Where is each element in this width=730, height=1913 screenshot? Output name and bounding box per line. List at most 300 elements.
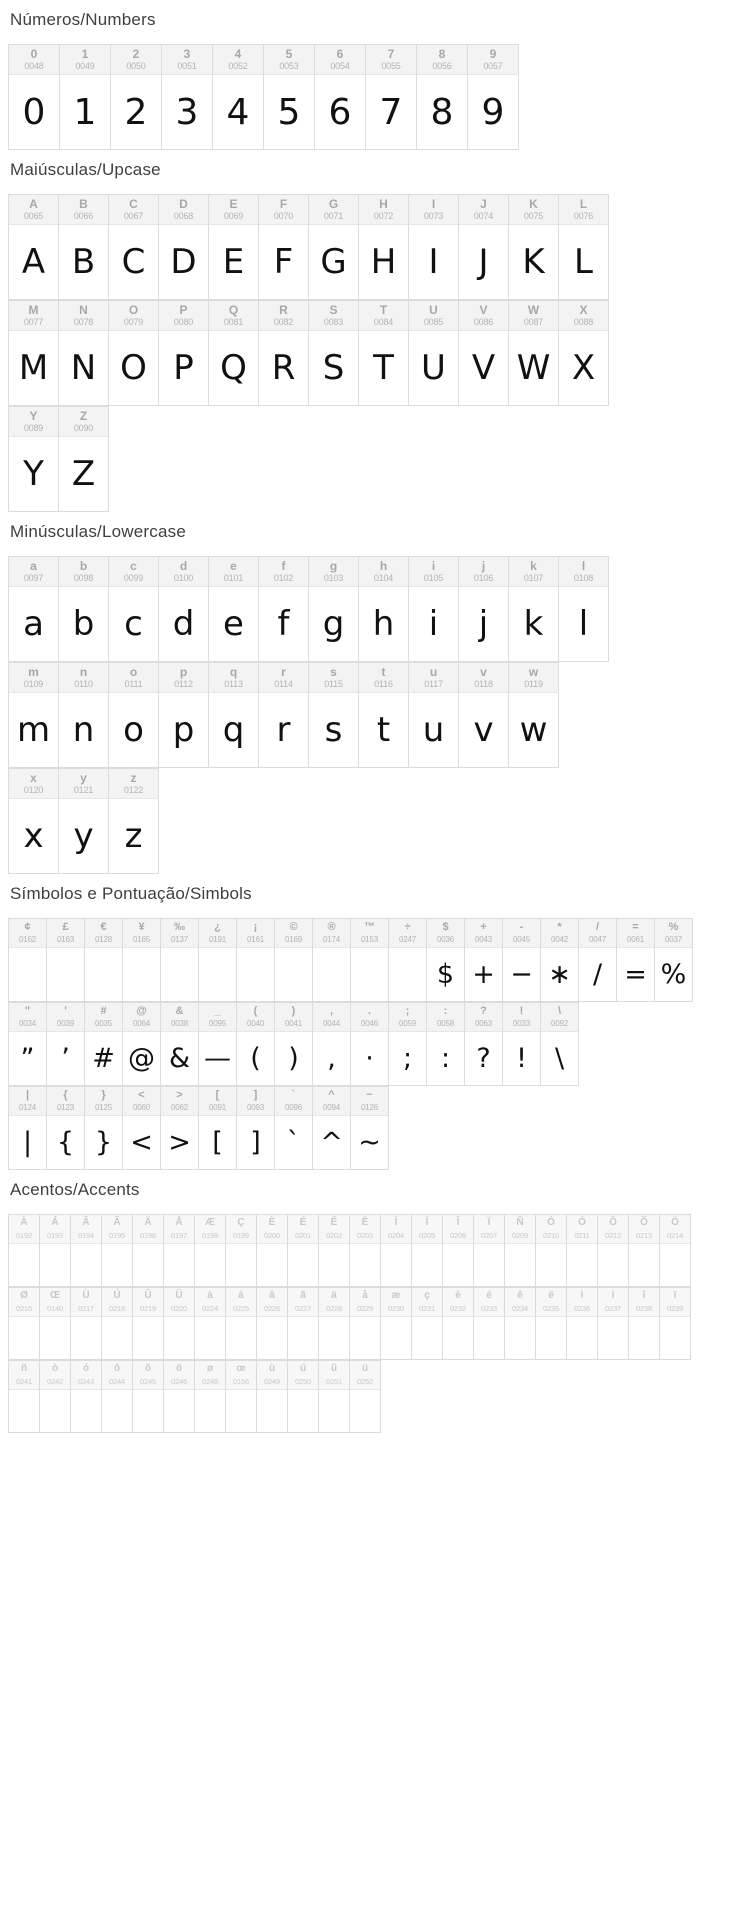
glyph-char-label: é [486, 1290, 492, 1301]
glyph-char-label: ü [361, 1363, 369, 1374]
glyph-cell[interactable] [660, 1215, 691, 1287]
glyph-cell[interactable] [133, 1361, 164, 1433]
glyph-preview [164, 1317, 194, 1359]
glyph-cell[interactable] [505, 1288, 536, 1360]
glyph-code-label: 0114 [274, 679, 293, 689]
glyph-cell[interactable] [199, 1003, 237, 1086]
glyph-preview: ` [275, 1116, 312, 1169]
glyph-rows [8, 918, 722, 1170]
glyph-code-label: 0206 [450, 1231, 466, 1240]
glyph-code-label: 0214 [667, 1231, 683, 1240]
glyph-cell[interactable] [629, 1288, 660, 1360]
glyph-preview: | [9, 1116, 46, 1169]
glyph-cell[interactable] [257, 1215, 288, 1287]
glyph-cell[interactable] [259, 195, 309, 300]
glyph-cell[interactable] [9, 1003, 47, 1086]
glyph-cell[interactable] [351, 1003, 389, 1086]
glyph-cell[interactable] [264, 45, 315, 150]
glyph-cell[interactable] [123, 919, 161, 1002]
glyph-cell[interactable] [350, 1288, 381, 1360]
glyph-cell[interactable] [109, 301, 159, 406]
glyph-cell[interactable] [427, 919, 465, 1002]
glyph-cell[interactable] [123, 1003, 161, 1086]
glyph-cell[interactable] [412, 1215, 443, 1287]
glyph-preview: O [109, 331, 158, 405]
glyph-preview: 9 [468, 75, 518, 149]
glyph-char-label: h [379, 559, 388, 573]
glyph-cell[interactable] [350, 1361, 381, 1433]
glyph-cell[interactable] [162, 45, 213, 150]
glyph-char-label: + [480, 921, 487, 933]
glyph-cell[interactable] [9, 1361, 40, 1433]
glyph-cell[interactable] [559, 301, 609, 406]
glyph-cell[interactable] [102, 1361, 133, 1433]
glyph-cell[interactable] [226, 1288, 257, 1360]
glyph-header [133, 1215, 163, 1244]
glyph-cell[interactable] [199, 1087, 237, 1170]
glyph-cell[interactable] [209, 301, 259, 406]
glyph-header [409, 663, 458, 693]
glyph-cell[interactable] [133, 1215, 164, 1287]
glyph-cell[interactable] [59, 557, 109, 662]
glyph-preview: = [617, 948, 654, 1001]
glyph-cell[interactable] [598, 1288, 629, 1360]
glyph-preview: ” [9, 1032, 46, 1085]
glyph-cell[interactable] [226, 1361, 257, 1433]
glyph-cell[interactable] [359, 301, 409, 406]
glyph-cell[interactable] [288, 1288, 319, 1360]
glyph-cell[interactable] [9, 407, 59, 512]
glyph-cell[interactable] [226, 1215, 257, 1287]
glyph-cell[interactable] [351, 919, 389, 1002]
glyph-preview: ) [275, 1032, 312, 1085]
glyph-cell[interactable] [59, 195, 109, 300]
glyph-cell[interactable] [389, 919, 427, 1002]
glyph-row [8, 556, 609, 662]
glyph-header [199, 1003, 236, 1032]
glyph-preview [350, 1317, 380, 1359]
glyph-cell[interactable] [164, 1215, 195, 1287]
glyph-char-label: I [431, 197, 436, 211]
glyph-cell[interactable] [503, 919, 541, 1002]
section-lower [8, 522, 722, 874]
glyph-cell[interactable] [109, 663, 159, 768]
glyph-cell[interactable] [71, 1288, 102, 1360]
glyph-cell[interactable] [629, 1215, 660, 1287]
glyph-preview: ( [237, 1032, 274, 1085]
glyph-cell[interactable] [259, 557, 309, 662]
glyph-cell[interactable] [509, 301, 559, 406]
glyph-cell[interactable] [309, 195, 359, 300]
glyph-code-label: 0153 [361, 935, 378, 944]
glyph-char-label: l [581, 559, 586, 573]
glyph-cell[interactable] [288, 1361, 319, 1433]
glyph-preview: M [9, 331, 58, 405]
glyph-cell[interactable] [60, 45, 111, 150]
glyph-code-label: 0045 [513, 935, 530, 944]
glyph-cell[interactable] [559, 557, 609, 662]
glyph-preview: C [109, 225, 158, 299]
glyph-code-label: 0072 [373, 211, 394, 221]
glyph-cell[interactable] [459, 301, 509, 406]
glyph-row [8, 194, 609, 300]
glyph-char-label: v [480, 665, 487, 679]
glyph-preview: / [579, 948, 616, 1001]
glyph-preview: A [9, 225, 58, 299]
glyph-cell[interactable] [9, 1288, 40, 1360]
glyph-preview: H [359, 225, 408, 299]
glyph-code-label: 0219 [140, 1304, 156, 1313]
glyph-cell[interactable] [313, 1087, 351, 1170]
glyph-header [195, 1288, 225, 1317]
glyph-code-label: 0057 [483, 61, 503, 71]
glyph-cell[interactable] [47, 1003, 85, 1086]
glyph-cell[interactable] [161, 1087, 199, 1170]
glyph-char-label: ì [580, 1290, 584, 1301]
glyph-char-label: < [138, 1089, 145, 1101]
glyph-code-label: 0161 [247, 935, 264, 944]
glyph-cell[interactable] [161, 1003, 199, 1086]
glyph-header [264, 45, 314, 75]
glyph-header [660, 1215, 690, 1244]
glyph-cell[interactable] [237, 1087, 275, 1170]
glyph-preview: n [59, 693, 108, 767]
glyph-cell[interactable] [9, 919, 47, 1002]
glyph-header [40, 1215, 70, 1244]
glyph-cell[interactable] [541, 1003, 579, 1086]
glyph-code-label: 0112 [174, 679, 193, 689]
glyph-code-label: 0034 [19, 1019, 36, 1028]
glyph-cell[interactable] [509, 663, 559, 768]
glyph-cell[interactable] [567, 1288, 598, 1360]
glyph-cell[interactable] [159, 663, 209, 768]
glyph-header [509, 663, 558, 693]
glyph-cell[interactable] [9, 195, 59, 300]
glyph-cell[interactable] [567, 1215, 598, 1287]
glyph-header [443, 1288, 473, 1317]
glyph-char-label: È [268, 1217, 276, 1228]
glyph-cell[interactable] [237, 1003, 275, 1086]
glyph-preview [102, 1244, 132, 1286]
glyph-cell[interactable] [123, 1087, 161, 1170]
glyph-code-label: 0102 [273, 573, 294, 583]
glyph-cell[interactable] [409, 557, 459, 662]
glyph-header [199, 1087, 236, 1116]
glyph-header [541, 1003, 578, 1032]
glyph-code-label: 0081 [223, 317, 244, 327]
glyph-cell[interactable] [381, 1288, 412, 1360]
glyph-cell[interactable] [159, 301, 209, 406]
glyph-cell[interactable] [9, 769, 59, 874]
glyph-cell[interactable] [315, 45, 366, 150]
glyph-cell[interactable] [409, 663, 459, 768]
glyph-cell[interactable] [209, 557, 259, 662]
glyph-cell[interactable] [359, 663, 409, 768]
glyph-header [111, 45, 161, 75]
glyph-char-label: Ó [578, 1217, 586, 1228]
glyph-char-label: ! [519, 1005, 524, 1017]
glyph-preview: 0 [9, 75, 59, 149]
glyph-cell[interactable] [465, 919, 503, 1002]
glyph-cell[interactable] [40, 1288, 71, 1360]
glyph-cell[interactable] [47, 919, 85, 1002]
glyph-char-label: ] [253, 1089, 258, 1101]
glyph-cell[interactable] [209, 195, 259, 300]
glyph-preview: w [509, 693, 558, 767]
glyph-preview [319, 1244, 349, 1286]
glyph-code-label: 0192 [16, 1231, 32, 1240]
glyph-preview [660, 1317, 690, 1359]
glyph-code-label: 0107 [523, 573, 544, 583]
glyph-cell[interactable] [443, 1288, 474, 1360]
glyph-char-label: - [519, 921, 524, 933]
glyph-header [257, 1288, 287, 1317]
glyph-cell[interactable] [409, 195, 459, 300]
glyph-preview [257, 1244, 287, 1286]
glyph-cell[interactable] [199, 919, 237, 1002]
glyph-header [427, 1003, 464, 1032]
glyph-char-label: ù [268, 1363, 276, 1374]
glyph-cell[interactable] [257, 1288, 288, 1360]
glyph-cell[interactable] [164, 1288, 195, 1360]
glyph-char-label: q [229, 665, 238, 679]
glyph-cell[interactable] [259, 301, 309, 406]
glyph-cell[interactable] [559, 195, 609, 300]
glyph-code-label: 0063 [475, 1019, 492, 1028]
glyph-cell[interactable] [275, 1003, 313, 1086]
glyph-cell[interactable] [159, 557, 209, 662]
glyph-cell[interactable] [536, 1215, 567, 1287]
glyph-header [459, 557, 508, 587]
glyph-header [313, 919, 350, 948]
glyph-preview [474, 1244, 504, 1286]
glyph-header [309, 663, 358, 693]
glyph-cell[interactable] [541, 919, 579, 1002]
glyph-cell[interactable] [359, 557, 409, 662]
glyph-code-label: 0128 [95, 935, 112, 944]
glyph-header [598, 1215, 628, 1244]
glyph-cell[interactable] [213, 45, 264, 150]
glyph-cell[interactable] [109, 195, 159, 300]
glyph-header [509, 557, 558, 587]
glyph-cell[interactable] [111, 45, 162, 150]
glyph-preview [9, 948, 46, 1001]
glyph-preview: @ [123, 1032, 160, 1085]
glyph-code-label: 0046 [361, 1019, 378, 1028]
glyph-cell[interactable] [109, 769, 159, 874]
glyph-header [102, 1215, 132, 1244]
glyph-cell[interactable] [313, 919, 351, 1002]
glyph-cell[interactable] [161, 919, 199, 1002]
glyph-cell[interactable] [417, 45, 468, 150]
glyph-cell[interactable] [503, 1003, 541, 1086]
glyph-code-label: 0244 [109, 1377, 125, 1386]
glyph-char-label: m [28, 665, 39, 679]
glyph-code-label: 0196 [140, 1231, 156, 1240]
glyph-cell[interactable] [85, 919, 123, 1002]
glyph-row [8, 406, 109, 512]
glyph-cell[interactable] [40, 1215, 71, 1287]
glyph-cell[interactable] [655, 919, 693, 1002]
glyph-cell[interactable] [47, 1087, 85, 1170]
glyph-cell[interactable] [40, 1361, 71, 1433]
glyph-cell[interactable] [313, 1003, 351, 1086]
glyph-header [389, 1003, 426, 1032]
glyph-preview: : [427, 1032, 464, 1085]
glyph-cell[interactable] [59, 407, 109, 512]
glyph-header [309, 557, 358, 587]
glyph-preview: 3 [162, 75, 212, 149]
glyph-char-label: ; [405, 1005, 410, 1017]
glyph-char-label: Ë [361, 1217, 369, 1228]
glyph-code-label: 0209 [512, 1231, 528, 1240]
glyph-cell[interactable] [9, 1215, 40, 1287]
glyph-code-label: 0220 [171, 1304, 187, 1313]
glyph-char-label: 2 [132, 47, 140, 61]
section-title: Minúsculas/Lowercase [10, 522, 186, 541]
glyph-cell[interactable] [309, 557, 359, 662]
glyph-cell[interactable] [459, 557, 509, 662]
glyph-code-label: 0099 [123, 573, 144, 583]
glyph-cell[interactable] [9, 557, 59, 662]
glyph-cell[interactable] [468, 45, 519, 150]
glyph-cell[interactable] [59, 301, 109, 406]
glyph-cell[interactable] [275, 919, 313, 1002]
glyph-cell[interactable] [427, 1003, 465, 1086]
glyph-cell[interactable] [465, 1003, 503, 1086]
glyph-char-label: F [279, 197, 288, 211]
glyph-header [47, 1087, 84, 1116]
glyph-cell[interactable] [9, 45, 60, 150]
glyph-header [9, 557, 58, 587]
glyph-cell[interactable] [319, 1215, 350, 1287]
glyph-header [309, 301, 358, 331]
glyph-code-label: 0212 [605, 1231, 621, 1240]
glyph-preview: ? [465, 1032, 502, 1085]
glyph-char-label: M [28, 303, 39, 317]
glyph-cell[interactable] [412, 1288, 443, 1360]
glyph-cell[interactable] [288, 1215, 319, 1287]
glyph-header [123, 1087, 160, 1116]
glyph-cell[interactable] [71, 1215, 102, 1287]
glyph-char-label: Ò [547, 1217, 555, 1228]
section-title: Acentos/Accents [10, 1180, 140, 1199]
glyph-preview: d [159, 587, 208, 661]
glyph-code-label: 0205 [419, 1231, 435, 1240]
glyph-cell[interactable] [350, 1215, 381, 1287]
glyph-char-label: T [379, 303, 388, 317]
glyph-header [209, 663, 258, 693]
glyph-code-label: 0228 [326, 1304, 342, 1313]
glyph-char-label: ô [113, 1363, 121, 1374]
glyph-cell[interactable] [579, 919, 617, 1002]
glyph-header [9, 663, 58, 693]
glyph-cell[interactable] [195, 1215, 226, 1287]
glyph-code-label: 0124 [19, 1103, 36, 1112]
glyph-cell[interactable] [102, 1288, 133, 1360]
glyph-cell[interactable] [617, 919, 655, 1002]
glyph-cell[interactable] [109, 557, 159, 662]
glyph-header [389, 919, 426, 948]
glyph-header [259, 557, 308, 587]
glyph-cell[interactable] [85, 1003, 123, 1086]
glyph-cell[interactable] [9, 301, 59, 406]
glyph-cell[interactable] [275, 1087, 313, 1170]
glyph-code-label: 0085 [423, 317, 444, 327]
glyph-header [319, 1215, 349, 1244]
glyph-cell[interactable] [59, 663, 109, 768]
glyph-cell[interactable] [309, 663, 359, 768]
glyph-cell[interactable] [459, 663, 509, 768]
glyph-cell[interactable] [9, 663, 59, 768]
glyph-char-label: î [642, 1290, 646, 1301]
glyph-code-label: 0055 [381, 61, 401, 71]
glyph-cell[interactable] [598, 1215, 629, 1287]
glyph-cell[interactable] [257, 1361, 288, 1433]
glyph-char-label: É [299, 1217, 307, 1228]
glyph-cell[interactable] [474, 1215, 505, 1287]
glyph-cell[interactable] [505, 1215, 536, 1287]
glyph-cell[interactable] [359, 195, 409, 300]
glyph-preview: b [59, 587, 108, 661]
glyph-cell[interactable] [660, 1288, 691, 1360]
glyph-cell[interactable] [164, 1361, 195, 1433]
glyph-header [655, 919, 692, 948]
glyph-cell[interactable] [195, 1288, 226, 1360]
glyph-cell[interactable] [237, 919, 275, 1002]
glyph-header [459, 301, 508, 331]
glyph-preview: R [259, 331, 308, 405]
glyph-cell[interactable] [509, 195, 559, 300]
glyph-cell[interactable] [259, 663, 309, 768]
glyph-cell[interactable] [366, 45, 417, 150]
glyph-cell[interactable] [351, 1087, 389, 1170]
glyph-cell[interactable] [474, 1288, 505, 1360]
glyph-cell[interactable] [459, 195, 509, 300]
glyph-cell[interactable] [159, 195, 209, 300]
glyph-cell[interactable] [319, 1288, 350, 1360]
glyph-header [226, 1361, 256, 1390]
glyph-code-label: 0118 [474, 679, 493, 689]
glyph-header [237, 1003, 274, 1032]
glyph-cell[interactable] [309, 301, 359, 406]
glyph-cell[interactable] [319, 1361, 350, 1433]
glyph-header [40, 1288, 70, 1317]
glyph-cell[interactable] [209, 663, 259, 768]
glyph-header [409, 301, 458, 331]
glyph-code-label: 0247 [399, 935, 416, 944]
glyph-char-label: . [367, 1005, 372, 1017]
glyph-char-label: r [281, 665, 286, 679]
glyph-cell[interactable] [443, 1215, 474, 1287]
glyph-cell[interactable] [71, 1361, 102, 1433]
glyph-cell[interactable] [102, 1215, 133, 1287]
glyph-cell[interactable] [409, 301, 459, 406]
glyph-cell[interactable] [85, 1087, 123, 1170]
glyph-cell[interactable] [509, 557, 559, 662]
glyph-preview: P [159, 331, 208, 405]
glyph-cell[interactable] [9, 1087, 47, 1170]
glyph-header [275, 1003, 312, 1032]
glyph-char-label: í [611, 1290, 615, 1301]
glyph-code-label: 0226 [264, 1304, 280, 1313]
glyph-cell[interactable] [133, 1288, 164, 1360]
glyph-cell[interactable] [381, 1215, 412, 1287]
glyph-cell[interactable] [536, 1288, 567, 1360]
glyph-cell[interactable] [59, 769, 109, 874]
glyph-cell[interactable] [195, 1361, 226, 1433]
glyph-cell[interactable] [389, 1003, 427, 1086]
